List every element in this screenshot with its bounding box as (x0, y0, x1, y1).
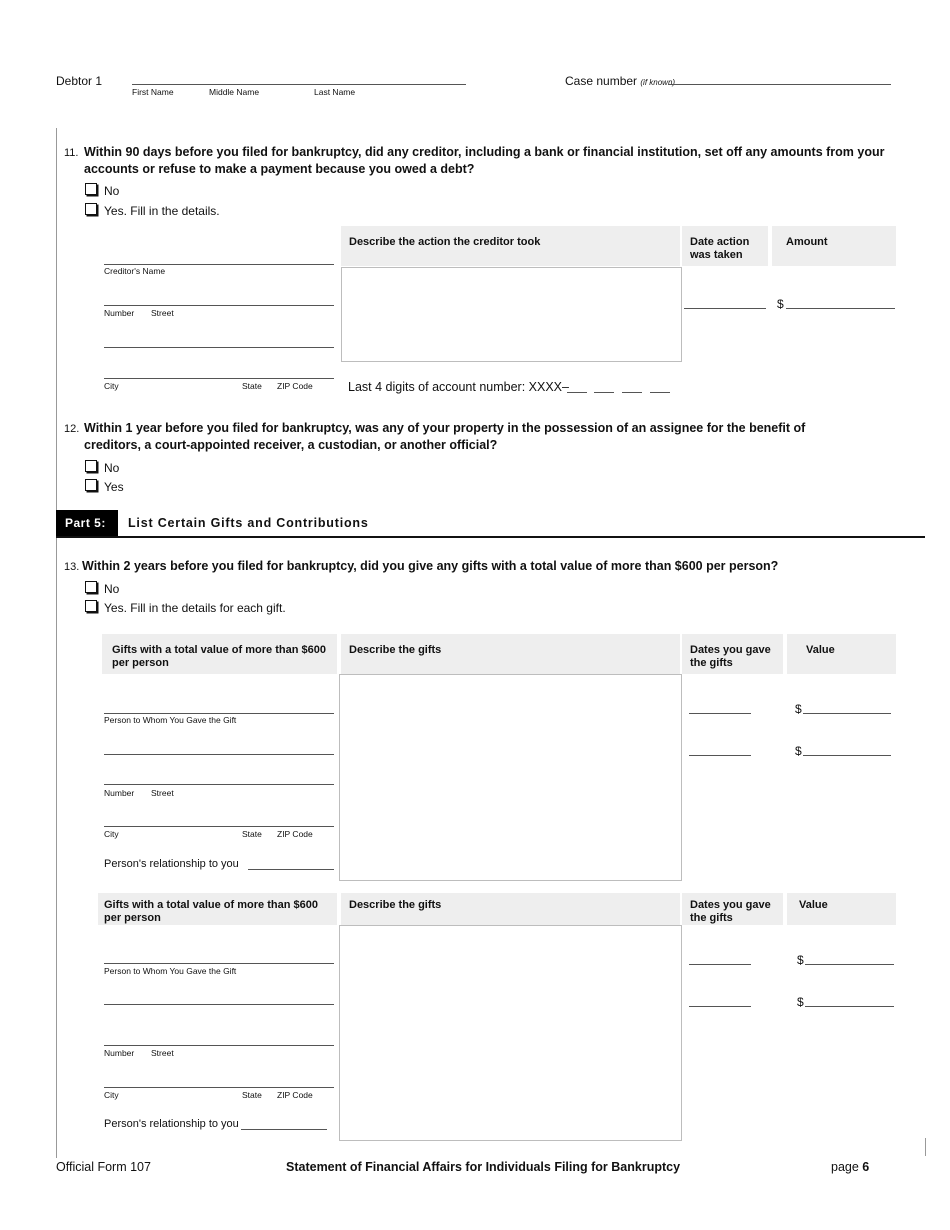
q11-zip-label: ZIP Code (277, 381, 313, 391)
gift2-value2-field[interactable] (805, 1006, 894, 1007)
gift1-gifts-header-line2: per person (112, 657, 169, 669)
gift1-value-header-text: Value (806, 644, 835, 656)
gift1-dates-header (682, 634, 783, 674)
gift2-dates-header-line1: Dates you gave (690, 899, 771, 911)
q11-street-label: Street (151, 308, 174, 318)
gift2-gifts-header-text (104, 899, 318, 925)
q13-yes-label: Yes. Fill in the details for each gift. (104, 601, 286, 615)
gift2-relationship-field[interactable] (241, 1129, 327, 1130)
left-margin-rule (56, 128, 57, 1158)
first-name-label: First Name (132, 87, 174, 97)
gift1-value2-field[interactable] (803, 755, 891, 756)
q11-no-checkbox[interactable] (85, 183, 97, 195)
gift2-value-header (787, 893, 896, 925)
case-number-text: Case number (565, 74, 638, 88)
footer-page (831, 1160, 869, 1174)
q11-yes-checkbox[interactable] (85, 203, 97, 215)
q11-date-header-line2: was taken (690, 249, 743, 261)
gift1-relationship-label: Person's relationship to you (104, 858, 239, 870)
part5-badge (56, 510, 118, 536)
q11-number: 11. (64, 147, 79, 159)
gift1-dates-header-line2: the gifts (690, 657, 733, 669)
gift1-street-field[interactable] (104, 784, 334, 785)
case-number-field[interactable] (668, 84, 891, 85)
q11-number-label: Number (104, 308, 135, 318)
gift1-gifts-header-text (112, 644, 326, 670)
gift2-dates-header-text (690, 899, 771, 925)
debtor-name-field[interactable] (132, 84, 466, 85)
question-12 (64, 420, 924, 454)
q11-account-digit-3[interactable] (622, 392, 642, 393)
q11-action-header (341, 226, 680, 266)
q11-city-state-zip-field[interactable] (104, 378, 334, 379)
q13-no-label: No (104, 582, 120, 596)
q12-number: 12. (64, 423, 80, 435)
q12-no-checkbox[interactable] (85, 460, 97, 472)
gift2-street-field[interactable] (104, 1045, 334, 1046)
gift1-dollar1: $ (795, 702, 802, 716)
debtor-label: Debtor 1 (56, 74, 103, 88)
if-known-text: (if known) (640, 78, 676, 87)
footer-page-label: page (831, 1160, 859, 1174)
part5-title: List Certain Gifts and Contributions (128, 516, 369, 530)
q11-action-textarea[interactable] (341, 267, 682, 362)
q11-city-label: City (104, 381, 119, 391)
gift1-state-label: State (242, 829, 262, 839)
q12-yes-checkbox[interactable] (85, 479, 97, 491)
gift2-dates-header-line2: the gifts (690, 912, 733, 924)
gift1-zip-label: ZIP Code (277, 829, 313, 839)
q11-creditor-name-label: Creditor's Name (104, 266, 166, 276)
q11-amount-field[interactable] (786, 308, 895, 309)
gift2-dollar2: $ (797, 995, 804, 1009)
gift2-describe-textarea[interactable] (339, 925, 682, 1141)
gift1-dates-header-text (690, 644, 771, 670)
gift2-person-field[interactable] (104, 963, 334, 964)
footer-form: Official Form 107 (56, 1160, 151, 1174)
gift2-street-label: Street (151, 1048, 174, 1058)
q12-text-line2: creditors, a court-appointed receiver, a custodian, or another official? (84, 438, 498, 452)
gift1-describe-header-text: Describe the gifts (349, 644, 442, 656)
gift2-gifts-header-line1: Gifts with a total value of more than $600 (104, 899, 318, 911)
last-name-label: Last Name (314, 87, 356, 97)
gift1-city-label: City (104, 829, 119, 839)
q11-date-header-text (690, 236, 749, 262)
gift2-gifts-header (98, 893, 337, 925)
case-number-label (565, 74, 675, 88)
gift1-value1-field[interactable] (803, 713, 891, 714)
gift1-date1-field[interactable] (689, 713, 751, 714)
gift2-dates-header (682, 893, 783, 925)
gift2-zip-label: ZIP Code (277, 1090, 313, 1100)
gift2-city-state-zip-field[interactable] (104, 1087, 334, 1088)
gift1-dates-header-line1: Dates you gave (690, 644, 771, 656)
gift1-gifts-header-line1: Gifts with a total value of more than $600 (112, 644, 326, 656)
gift1-person-field[interactable] (104, 713, 334, 714)
gift1-describe-textarea[interactable] (339, 674, 682, 881)
question-11 (64, 144, 924, 178)
gift1-value-header (787, 634, 896, 674)
q11-account-label: Last 4 digits of account number: XXXX– (348, 380, 569, 394)
q11-amount-header (772, 226, 896, 266)
q12-no-label: No (104, 461, 120, 475)
q12-yes-label: Yes (104, 480, 124, 494)
gift2-date2-field[interactable] (689, 1006, 751, 1007)
q11-date-header-line1: Date action (690, 236, 750, 248)
gift2-describe-header-text: Describe the gifts (349, 899, 442, 911)
q11-action-header-text: Describe the action the creditor took (349, 236, 541, 248)
gift1-date2-field[interactable] (689, 755, 751, 756)
q13-no-checkbox[interactable] (85, 581, 97, 593)
gift2-value-header-text: Value (799, 899, 828, 911)
q11-text-line1: Within 90 days before you filed for bankruptcy, did any creditor, including a bank or financial institution, set off any amounts from your (84, 145, 885, 159)
question-13 (64, 558, 922, 575)
gift2-dollar1: $ (797, 953, 804, 967)
gift1-street-label: Street (151, 788, 174, 798)
q13-number: 13. (64, 561, 80, 573)
right-margin-tick (925, 1138, 926, 1156)
gift1-address-line1-field[interactable] (104, 754, 334, 755)
q11-account-digit-4[interactable] (650, 392, 670, 393)
gift1-dollar2: $ (795, 744, 802, 758)
q11-account-digit-1[interactable] (567, 392, 587, 393)
gift2-city-label: City (104, 1090, 119, 1100)
gift2-person-label: Person to Whom You Gave the Gift (104, 966, 237, 976)
gift2-number-label: Number (104, 1048, 135, 1058)
gift1-describe-header (341, 634, 680, 674)
q11-amount-header-text: Amount (786, 236, 828, 248)
q12-text-line1: Within 1 year before you filed for bankruptcy, was any of your property in the possession of an assignee for the benefit of (84, 421, 806, 435)
gift2-relationship-label: Person's relationship to you (104, 1118, 239, 1130)
gift2-describe-header (341, 893, 680, 925)
q11-address-line2-field[interactable] (104, 347, 334, 348)
middle-name-label: Middle Name (209, 87, 260, 97)
part5-rule (56, 536, 925, 538)
q11-date-field[interactable] (684, 308, 766, 309)
footer-title: Statement of Financial Affairs for Individuals Filing for Bankruptcy (286, 1160, 681, 1174)
gift1-relationship-field[interactable] (248, 869, 334, 870)
q13-text: Within 2 years before you filed for bankruptcy, did you give any gifts with a total value of more than $600 per person? (82, 559, 779, 573)
footer-page-number: 6 (862, 1160, 870, 1174)
q11-dollar-sign: $ (777, 297, 784, 311)
q11-text-line2: accounts or refuse to make a payment because you owed a debt? (84, 162, 475, 176)
q11-no-label: No (104, 184, 120, 198)
q11-street-field[interactable] (104, 305, 334, 306)
q11-account-digit-2[interactable] (594, 392, 614, 393)
q11-yes-label: Yes. Fill in the details. (104, 204, 220, 218)
gift1-person-label: Person to Whom You Gave the Gift (104, 715, 237, 725)
gift2-value1-field[interactable] (805, 964, 894, 965)
q11-creditor-name-field[interactable] (104, 264, 334, 265)
q13-yes-checkbox[interactable] (85, 600, 97, 612)
gift2-state-label: State (242, 1090, 262, 1100)
gift1-city-state-zip-field[interactable] (104, 826, 334, 827)
gift1-number-label: Number (104, 788, 135, 798)
gift2-gifts-header-line2: per person (104, 912, 161, 924)
q11-date-header (682, 226, 768, 266)
gift2-address-line1-field[interactable] (104, 1004, 334, 1005)
part5-badge-text: Part 5: (65, 516, 106, 530)
gift1-gifts-header (102, 634, 337, 674)
gift2-date1-field[interactable] (689, 964, 751, 965)
q11-state-label: State (242, 381, 262, 391)
